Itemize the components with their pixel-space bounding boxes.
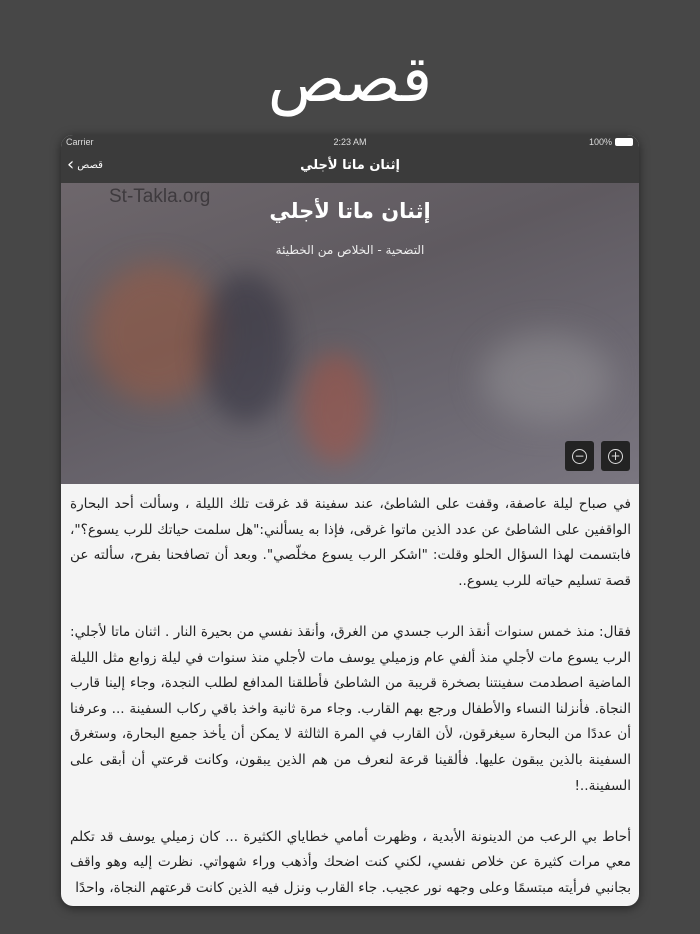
watermark: St-Takla.org bbox=[109, 186, 211, 207]
story-paragraph: فقال: منذ خمس سنوات أنقذ الرب جسدي من الغرق، وأنقذ نفسي من بحيرة النار . اثنان ماتا لأجلي: الرب يسوع مات لأجلي منذ ألفي عام وزميلي يوسف مات لأجلي منذ سنوات في ليلة زوابع مثل الليلة الماضية اصطدمت سفينتنا بصخرة قريبة من الشاطئ فأطلقنا المدافع لطلب النجدة، وجاء إلينا قارب النجاة. فأنزلنا النساء والأطفال ورجع بهم القارب. وجاء مرة ثانية واخذ باقي ركاب السفينة ... وعرفنا أن عددًا من البحارة سيغرقون، لأن القارب في المرة الثالثة لا يمكن أن يأخذ جميع البحارة، وستغرق السفينة بالذين يبقون عليها. فألقينا قرعة لنعرف من هم الذين يبقون، وكانت قرعتي أن أبقى على السفينة..! bbox=[70, 623, 631, 794]
story-paragraph: أحاط بي الرعب من الدينونة الأبدية ، وظهرت أمامي خطاياي الكثيرة ... كان زميلي يوسف قد تكلم معي مرات كثيرة عن خلاص نفسي، لكني كنت اضحك وأذهب وراء شهواتي. نظرت إليه وهو واقف بجانبي فرأيته مبتسمًا وعلى وجهه نور عجيب. جاء القارب ونزل فيه الذين كانت قرعتهم النجاة، واحدًا bbox=[70, 828, 631, 896]
zoom-in-button[interactable] bbox=[601, 441, 630, 471]
story-subtitle: التضحية - الخلاص من الخطيئة bbox=[275, 243, 425, 257]
status-bar bbox=[61, 135, 639, 150]
status-time: 2:23 AM bbox=[333, 137, 367, 147]
image-wave bbox=[481, 333, 611, 423]
device-screen bbox=[61, 135, 639, 906]
app-logo: قصص bbox=[267, 43, 433, 117]
battery-percent: 100% bbox=[588, 137, 612, 147]
image-figure bbox=[301, 353, 371, 463]
story-paragraph: في صباح ليلة عاصفة، وقفت على الشاطئ، عند سفينة قد غرقت تلك الليلة ، وسألت أحد البحارة الواقفين على الشاطئ عن عدد الذين ماتوا غرقى، فإذا به يسألني:"هل سلمت حياتك للرب يسوع؟"، فابتسمت لهذا السؤال الحلو وقلت: "اشكر الرب يسوع مخلّصي". وبعد أن تصافحنا بفرح، سألته عن قصة تسليم حياته للرب يسوع.. bbox=[70, 496, 631, 589]
minus-circle-icon: − bbox=[572, 449, 587, 464]
battery-icon bbox=[615, 138, 633, 146]
story-header-image bbox=[61, 183, 639, 484]
navigation-bar bbox=[61, 150, 639, 183]
story-text bbox=[61, 484, 639, 902]
zoom-out-button[interactable] bbox=[565, 441, 594, 471]
story-title: إثنان ماتا لأجلي bbox=[269, 199, 431, 223]
carrier-label: Carrier bbox=[66, 137, 94, 147]
nav-title: إثنان ماتا لأجلي bbox=[300, 158, 400, 173]
image-figure bbox=[201, 273, 291, 423]
chevron-left-icon: ‹ bbox=[67, 154, 75, 175]
plus-circle-icon: + bbox=[608, 449, 623, 464]
back-label: قصص bbox=[77, 159, 103, 171]
battery-status bbox=[589, 137, 633, 147]
